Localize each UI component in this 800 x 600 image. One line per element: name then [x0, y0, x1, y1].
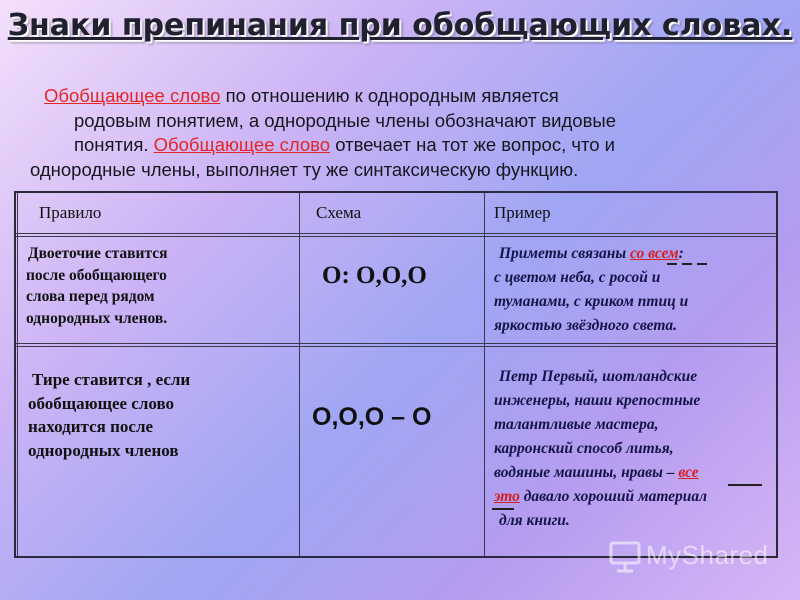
example-line	[494, 485, 707, 509]
header-schema: Схема	[316, 203, 362, 222]
underline-mark	[667, 263, 677, 265]
definition-line-1	[44, 84, 764, 109]
header-example: Пример	[494, 203, 551, 222]
example-text: :	[678, 245, 684, 262]
example-line: с цветом неба, с росой и	[494, 269, 661, 286]
generalizing-word-highlight: все	[678, 464, 699, 481]
example-line	[494, 242, 688, 266]
example-dash	[494, 365, 707, 533]
rule-line: слова перед рядом	[26, 288, 155, 305]
rule-dash	[28, 368, 190, 462]
example-text: Приметы связаны	[499, 245, 631, 262]
watermark	[608, 537, 773, 577]
rule-line: обобщающее слово	[28, 393, 175, 413]
rule-line: Тире ставится , если	[32, 370, 191, 389]
rule-line: однородных членов.	[26, 309, 168, 327]
example-text: давало хороший материал	[519, 488, 708, 505]
example-line: туманами, с криком птиц и	[494, 293, 689, 310]
schema-colon: О: О,О,О	[322, 262, 427, 289]
example-colon	[494, 242, 688, 338]
generalizing-word-highlight: со всем	[630, 245, 679, 262]
underline-mark	[697, 263, 707, 265]
definition-paragraph	[30, 84, 764, 182]
schema-dash: О,О,О – О	[312, 403, 432, 431]
definition-text: понятия.	[74, 134, 154, 155]
presentation-icon	[608, 539, 642, 573]
definition-line-4: однородные члены, выполняет ту же синтаксическую функцию.	[30, 158, 579, 180]
term-generalizing-word: Обобщающее слово	[153, 134, 331, 155]
example-line: инженеры, наши крепостные	[494, 392, 701, 409]
underline-mark	[682, 263, 692, 265]
page-title: Знаки препинания при обобщающих словах.	[7, 8, 793, 43]
header-rule: Правило	[39, 203, 102, 222]
example-line: яркостью звёздного света.	[494, 317, 678, 334]
example-line: Петр Первый, шотландские	[499, 368, 698, 385]
term-generalizing-word: Обобщающее слово	[44, 85, 221, 106]
example-line: для книги.	[499, 512, 570, 529]
example-line: талантливые мастера,	[494, 416, 659, 433]
definition-line-3	[44, 133, 764, 158]
rule-line: Двоеточие ставится	[28, 245, 168, 262]
rule-colon	[26, 243, 168, 329]
generalizing-word-highlight: это	[494, 488, 520, 505]
underline-mark	[728, 484, 762, 486]
definition-text: отвечает на тот же вопрос, что и	[330, 134, 616, 155]
definition-text: по отношению к однородным является	[220, 85, 559, 106]
watermark-text: MyShared	[646, 540, 769, 570]
example-text: водяные машины, нравы –	[494, 464, 679, 481]
rules-table	[14, 191, 778, 558]
rule-line: находится после	[28, 417, 154, 436]
rule-line: однородных членов	[28, 440, 179, 460]
example-line	[494, 461, 707, 485]
rule-line: после обобщающего	[26, 266, 167, 284]
underline-mark	[492, 508, 514, 510]
definition-line-2: родовым понятием, а однородные члены обозначают видовые	[74, 109, 616, 131]
example-line: карронский способ литья,	[494, 440, 674, 457]
